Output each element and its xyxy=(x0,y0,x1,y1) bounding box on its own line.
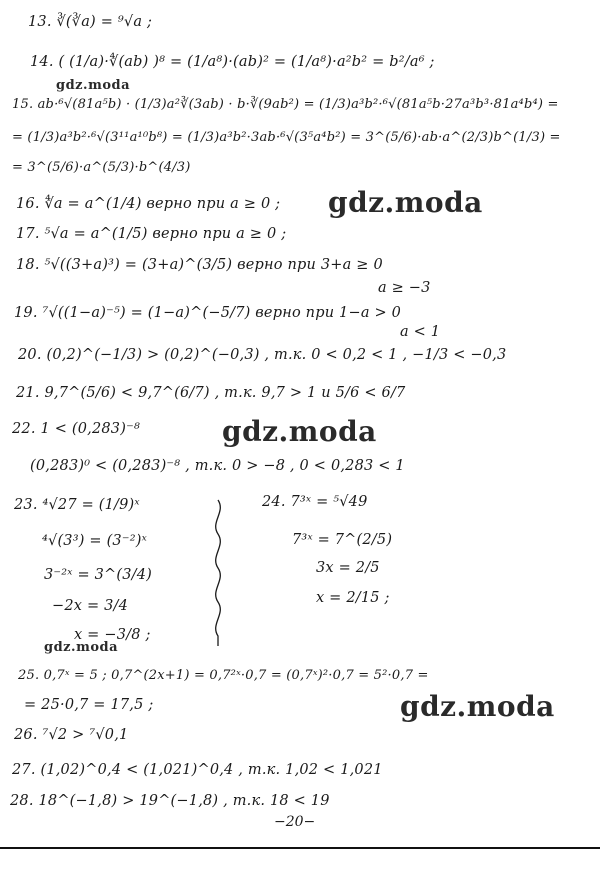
page-number: −20− xyxy=(274,814,316,830)
line-20: 20. (0,2)^(−1/3) > (0,2)^(−0,3) , т.к. 0 < 0,2 < 1 , −1/3 < −0,3 xyxy=(18,347,507,363)
line-22-a: 22. 1 < (0,283)⁻⁸ xyxy=(12,421,140,437)
line-19: 19. ⁷√((1−a)⁻⁵) = (1−a)^(−5/7) верно при 1−a > 0 xyxy=(14,305,402,321)
line-19-condition: a < 1 xyxy=(400,324,441,340)
line-23-e: x = −3/8 ; xyxy=(74,627,151,643)
line-15-c: = 3^(5/6)·a^(5/3)·b^(4/3) xyxy=(12,160,191,175)
watermark: gdz.moda xyxy=(400,690,555,723)
watermark: gdz.moda xyxy=(222,415,377,448)
line-17: 17. ⁵√a = a^(1/5) верно при a ≥ 0 ; xyxy=(16,226,287,242)
watermark: gdz.moda xyxy=(56,78,131,93)
line-24-d: x = 2/15 ; xyxy=(316,590,390,606)
line-22-b: (0,283)⁰ < (0,283)⁻⁸ , т.к. 0 > −8 , 0 < 0,283 < 1 xyxy=(30,458,405,474)
wavy-divider xyxy=(206,498,230,648)
line-25-a: 25. 0,7ˣ = 5 ; 0,7^(2x+1) = 0,7²ˣ·0,7 = (0,7ˣ)²·0,7 = 5²·0,7 = xyxy=(18,668,429,683)
line-16: 16. ∜a = a^(1/4) верно при a ≥ 0 ; xyxy=(16,196,281,212)
line-28: 28. 18^(−1,8) > 19^(−1,8) , т.к. 18 < 19 xyxy=(10,793,330,809)
line-21: 21. 9,7^(5/6) < 9,7^(6/7) , т.к. 9,7 > 1 и 5/6 < 6/7 xyxy=(16,385,406,401)
watermark: gdz.moda xyxy=(328,186,483,219)
watermark: gdz.moda xyxy=(44,640,119,655)
line-23-d: −2x = 3/4 xyxy=(52,598,129,614)
line-23-a: 23. ⁴√27 = (1/9)ˣ xyxy=(14,497,140,513)
line-23-b: ⁴√(3³) = (3⁻²)ˣ xyxy=(42,533,147,549)
line-23-c: 3⁻²ˣ = 3^(3/4) xyxy=(44,567,153,583)
line-15-a: 15. ab·⁶√(81a⁵b) · (1/3)a²∛(3ab) · b·∛(9ab²) = (1/3)a³b²·⁶√(81a⁵b·27a³b³·81a⁴b⁴) = xyxy=(12,97,559,112)
line-24-a: 24. 7³ˣ = ⁵√49 xyxy=(262,494,368,510)
line-27: 27. (1,02)^0,4 < (1,021)^0,4 , т.к. 1,02 < 1,021 xyxy=(12,762,383,778)
line-18: 18. ⁵√((3+a)³) = (3+a)^(3/5) верно при 3+a ≥ 0 xyxy=(16,257,383,273)
line-24-b: 7³ˣ = 7^(2/5) xyxy=(292,532,393,548)
line-13: 13. ∛(∛a) = ⁹√a ; xyxy=(28,14,153,30)
line-14: 14. ( (1/a)·∜(ab) )⁸ = (1/a⁸)·(ab)² = (1/a⁸)·a²b² = b²/a⁶ ; xyxy=(30,54,435,70)
line-25-b: = 25·0,7 = 17,5 ; xyxy=(24,697,154,713)
line-18-condition: a ≥ −3 xyxy=(378,280,431,296)
bottom-edge-line xyxy=(0,847,600,849)
line-24-c: 3x = 2/5 xyxy=(316,560,380,576)
line-26: 26. ⁷√2 > ⁷√0,1 xyxy=(14,727,129,743)
line-15-b: = (1/3)a³b²·⁶√(3¹¹a¹⁰b⁸) = (1/3)a³b²·3ab·⁶√(3⁵a⁴b²) = 3^(5/6)·ab·a^(2/3)b^(1/3) = xyxy=(12,130,561,145)
